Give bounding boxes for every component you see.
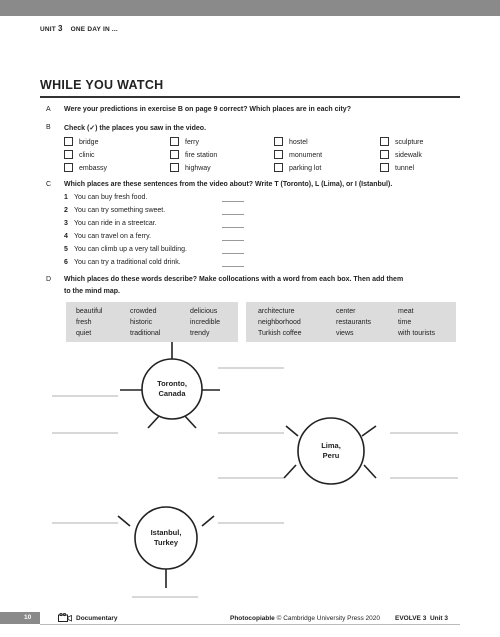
footer-section: Documentary xyxy=(76,615,118,622)
sentence-item: 4 You can travel on a ferry. xyxy=(64,233,152,240)
city-label-lima: Lima, Peru xyxy=(321,441,341,460)
exercise-b-text: Check (✓) the places you saw in the video. xyxy=(64,125,207,132)
sentence-item: 2 You can try something sweet. xyxy=(64,207,166,214)
sentence-item: 6 You can try a traditional cold drink. xyxy=(64,259,181,266)
video-camera-icon xyxy=(58,613,72,622)
checkbox-item[interactable]: clinic xyxy=(64,150,95,159)
checkbox-item[interactable]: parking lot xyxy=(274,163,321,172)
checkbox-item[interactable]: highway xyxy=(170,163,211,172)
word: beautiful xyxy=(76,308,103,315)
footer-rule xyxy=(40,624,460,625)
checkbox-item[interactable]: sculpture xyxy=(380,137,423,146)
spoke-line xyxy=(202,516,214,526)
checkbox-item[interactable]: hostel xyxy=(274,137,308,146)
spoke-line xyxy=(286,426,298,436)
checkbox-item[interactable]: tunnel xyxy=(380,163,414,172)
word: views xyxy=(336,330,354,337)
exercise-a-text: Were your predictions in exercise B on page 9 correct? Which places are in each city? xyxy=(64,106,351,113)
unit-number: 3 xyxy=(57,24,63,33)
word: meat xyxy=(398,308,414,315)
sentence-item: 1 You can buy fresh food. xyxy=(64,194,148,201)
word: crowded xyxy=(130,308,157,315)
checkbox-item[interactable]: bridge xyxy=(64,137,98,146)
checkbox-item[interactable]: sidewalk xyxy=(380,150,422,159)
spoke-line xyxy=(118,516,130,526)
word: center xyxy=(336,308,356,315)
word: traditional xyxy=(130,330,161,337)
exercise-c-letter: C xyxy=(46,181,52,188)
unit-label: UNIT xyxy=(40,26,56,33)
page-number: 10 xyxy=(24,614,32,621)
page-number-tab xyxy=(0,612,40,624)
checkbox-item[interactable]: monument xyxy=(274,150,322,159)
spoke-line xyxy=(364,465,376,478)
word: historic xyxy=(130,319,153,326)
sentence-item: 5 You can climb up a very tall building. xyxy=(64,246,187,253)
answer-lines xyxy=(52,368,458,597)
spoke-line xyxy=(362,426,376,436)
word: fresh xyxy=(76,319,92,326)
exercise-d-text-line2: to the mind map. xyxy=(64,288,120,295)
spoke-line xyxy=(284,465,296,478)
word: restaurants xyxy=(336,319,372,326)
word: incredible xyxy=(190,319,220,326)
spoke-line xyxy=(184,415,196,428)
word: trendy xyxy=(190,330,210,337)
word: quiet xyxy=(76,330,92,337)
footer-copyright: Photocopiable © Cambridge University Press 2020 xyxy=(230,615,381,622)
city-label-toronto: Toronto, Canada xyxy=(157,379,187,398)
spoke-line xyxy=(148,415,160,428)
word: delicious xyxy=(190,308,218,315)
unit-title: ONE DAY IN ... xyxy=(70,26,118,33)
checkbox-item[interactable]: fire station xyxy=(170,150,217,159)
exercise-c-text: Which places are these sentences from the video about? Write T (Toronto), L (Lima), or I (Istanbul). xyxy=(64,181,393,188)
exercise-d-letter: D xyxy=(46,276,52,283)
checkbox-item[interactable]: embassy xyxy=(64,163,107,172)
exercise-b-letter: B xyxy=(46,124,51,131)
city-label-istanbul: Istanbul, Turkey xyxy=(150,528,182,547)
footer-evolve: EVOLVE 3 Unit 3 xyxy=(395,615,448,622)
word: time xyxy=(398,319,412,326)
word: architecture xyxy=(258,308,295,315)
section-title: WHILE YOU WATCH xyxy=(40,78,164,92)
word: Turkish coffee xyxy=(258,330,302,337)
word: neighborhood xyxy=(258,319,301,326)
sentence-item: 3 You can ride in a streetcar. xyxy=(64,220,157,227)
exercise-d-text-line1: Which places do these words describe? Make collocations with a word from each box. Then add them xyxy=(64,276,404,283)
exercise-a-letter: A xyxy=(46,106,51,113)
checkbox-item[interactable]: ferry xyxy=(170,137,199,146)
word: with tourists xyxy=(398,330,435,337)
